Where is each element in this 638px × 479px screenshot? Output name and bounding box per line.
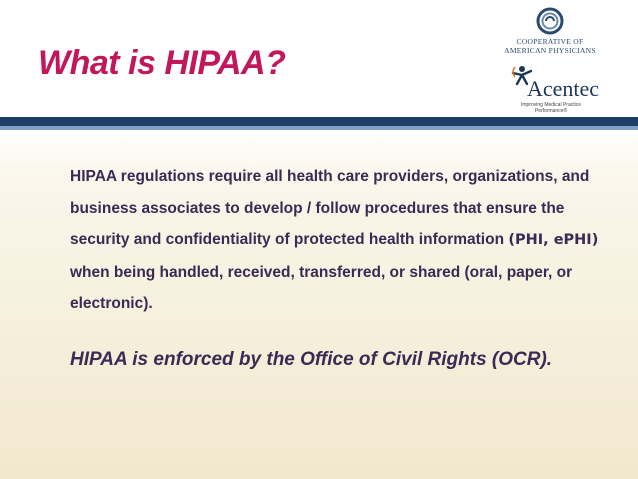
header-divider-light	[0, 126, 638, 130]
logo-panel	[497, 2, 603, 114]
cap-name-line1: COOPERATIVE OF	[516, 37, 584, 46]
body-paragraph	[70, 161, 600, 320]
acentec-logo	[497, 64, 603, 114]
cap-logo	[497, 2, 603, 62]
body-highlight: (PHI, ePHI)	[508, 232, 599, 248]
acentec-wordmark: Acentec	[527, 76, 600, 101]
cap-emblem-icon	[535, 6, 565, 36]
cap-name-line2: AMERICAN PHYSICIANS	[504, 46, 596, 55]
body-text-start: HIPAA regulations require all health care providers, organizations, and business associates to develop / follow procedures that ensure the security and confidentiality of protected health information	[70, 168, 590, 248]
header-divider-dark	[0, 117, 638, 126]
acentec-tagline: Improving Medical Practice Performance®	[520, 102, 582, 114]
slide-title: What is HIPAA?	[38, 44, 286, 82]
body-text-end: when being handled, received, transferred, or shared (oral, paper, or electronic).	[70, 263, 573, 312]
enforcement-callout: HIPAA is enforced by the Office of Civil Rights (OCR).	[70, 349, 553, 370]
